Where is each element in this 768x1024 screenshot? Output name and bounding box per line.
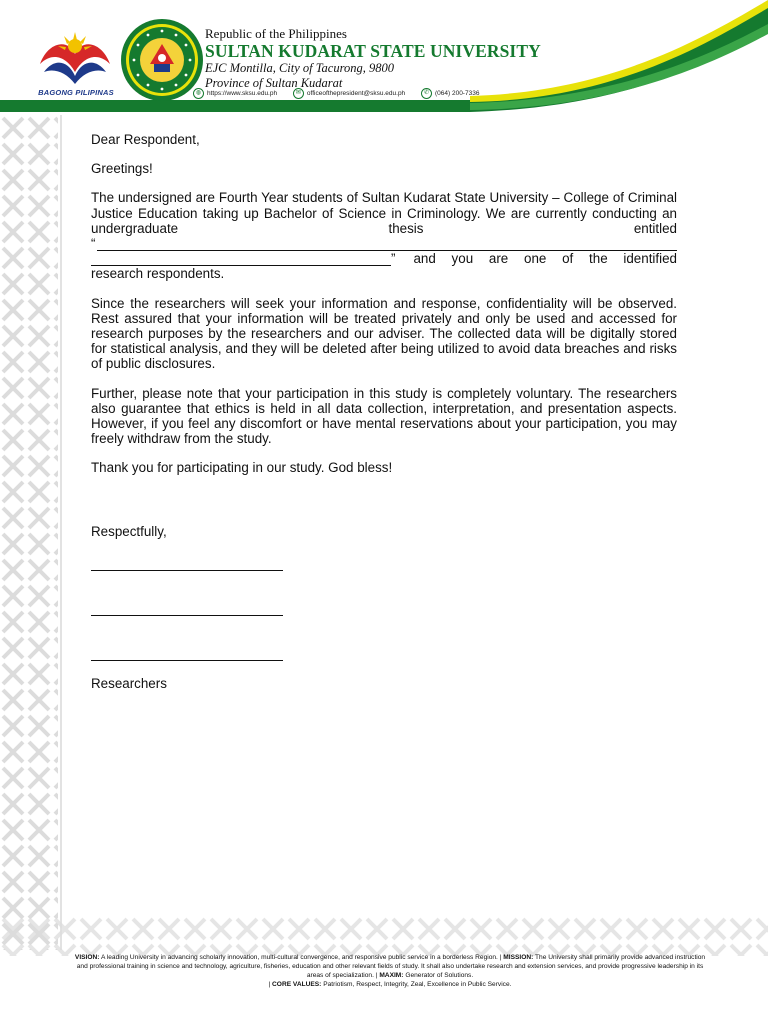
letter-body [91,132,677,476]
email-contact [293,88,405,99]
signature-line-2[interactable] [91,615,283,616]
university-name: SULTAN KUDARAT STATE UNIVERSITY [205,41,541,61]
globe-icon: ◍ [193,88,204,99]
thesis-title-line-1 [91,236,677,251]
footer-border-pattern [0,916,768,956]
letterhead-text [205,26,541,91]
mission-text: The University shall primarily provide advanced instruction and professional training in science and technology, agriculture, fisheries, education and other relevant fields of study. It shall also undertake research and extension services, and provide progressive leadership in its areas of specialization. [76,954,706,979]
paragraph-intro [91,190,677,281]
thesis-title-blank-2[interactable] [91,251,391,266]
open-quote: “ [91,236,96,252]
intro-end-second: research respondents. [91,266,225,282]
side-border-pattern [0,115,68,950]
vision-text: A leading University in advancing scholarly innovation, multi-cultural convergence, and responsive public service in a borderless Region. [100,954,498,961]
greeting: Greetings! [91,161,153,177]
email-text: officeofthepresident@sksu.edu.ph [306,90,406,98]
core-values-text: Patriotism, Respect, Integrity, Zeal, Excellence in Public Service. [323,981,512,988]
paragraph-thanks: Thank you for participating in our study. God bless! [91,460,393,476]
vision-label: VISION: [74,954,100,961]
core-values-label: CORE VALUES: [272,981,322,988]
address-line-1: EJC Montilla, City of Tacurong, 9800 [205,61,395,75]
mail-icon: ✉ [293,88,304,99]
footer-statement: VISION: A leading University in advancing scholarly innovation, multi-cultural convergence, and responsive public service in a borderless Region. | MISSION: The University shall primarily provide advanced instruction and professional training in science and technology, agriculture, fisheries, education and other relevant fields of study. It shall also undertake research and extension services, and provide progressive leadership in its areas of specialization. | MAXIM: Generator of Solutions. | CORE VALUES: Patriotism, Respect, Integrity, Zeal, Excellence in Public Service. [74,954,706,988]
maxim-text: Generator of Solutions. [405,972,474,979]
maxim-label: MAXIM: [379,972,404,979]
phone-contact [421,88,479,99]
university-seal [120,18,204,102]
bagong-pilipinas-label: BAGONG PILIPINAS [38,88,114,97]
signature-line-1[interactable] [91,570,283,571]
letterhead [0,0,768,112]
close-quote: ” [391,251,396,267]
intro-end-first: and you are one of the identified [413,251,677,267]
republic-label: Republic of the Philippines [205,26,347,41]
paragraph-confidentiality: Since the researchers will seek your information and response, confidentiality will be observed. Rest assured that your information will be treated privately and only be used and accessed for research purposes by the researchers and our adviser. The collected data will be digitally stored for statistical analysis, and they will be deleted after being utilized to avoid data breaches and risks of public disclosures. [91,295,677,372]
mission-label: MISSION: [503,954,534,961]
paragraph-voluntary: Further, please note that your participation in this study is completely voluntary. The researchers also guarantee that ethics is held in all data collection, interpretation, and presentation aspects. However, if you feel any discomfort or have mental reservations about your participation, you may freely withdraw from the study. [91,385,677,447]
salutation: Dear Respondent, [91,132,200,147]
website-text: https://www.sksu.edu.ph [207,90,278,98]
signature-line-3[interactable] [91,660,283,661]
thesis-title-blank-1[interactable] [97,236,677,251]
signatory-label: Researchers [91,676,167,691]
intro-text: The undersigned are Fourth Year students of Sultan Kudarat State University – College of Criminal Justice Education taking up Bachelor of Science in Criminology. We are currently conducting an undergraduate thesis entitled [91,190,677,236]
thesis-title-line-2 [91,251,677,266]
phone-icon: ✆ [421,88,432,99]
website-contact [193,88,277,99]
address-line-2: Province of Sultan Kudarat [205,76,343,90]
phone-text: (064) 200-7336 [434,90,480,98]
contact-bar [193,88,493,99]
closing: Respectfully, [91,524,167,539]
